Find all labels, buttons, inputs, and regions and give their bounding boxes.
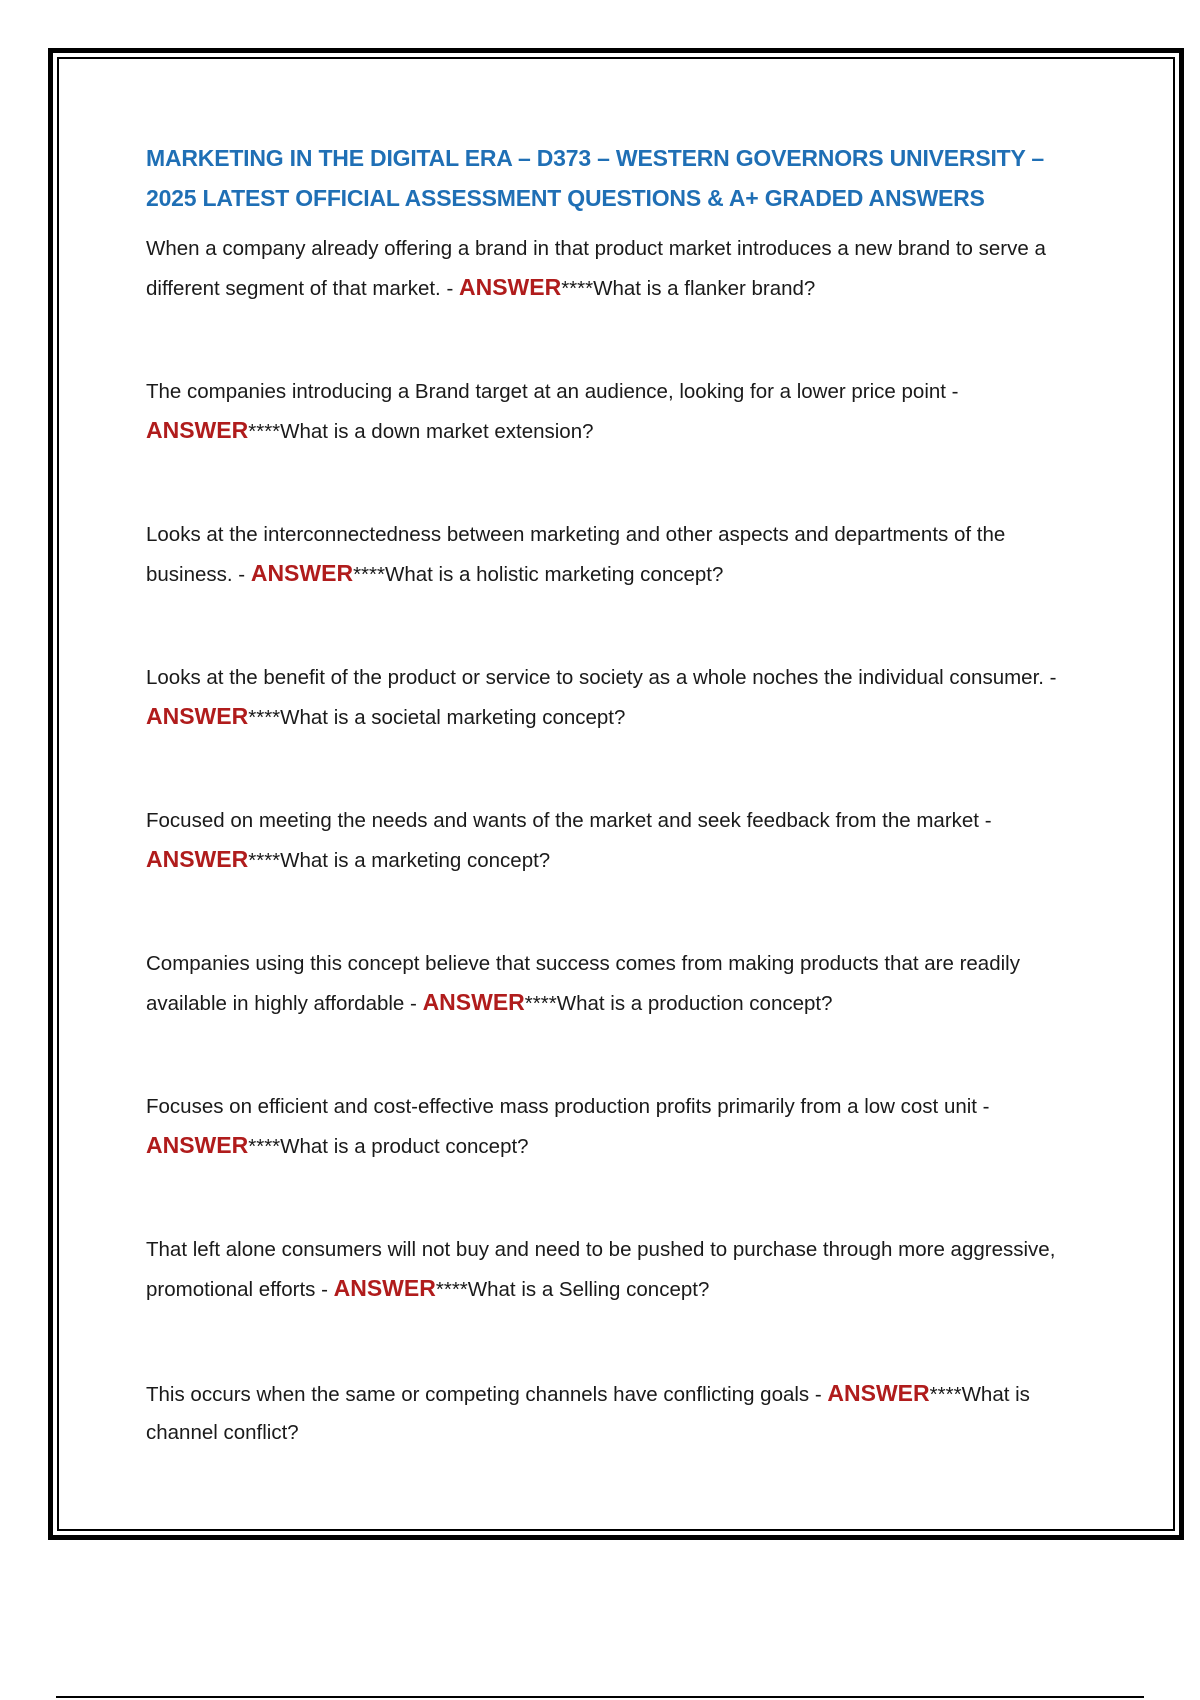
question-text: Focuses on efficient and cost-effective mass production profits primarily from a low cost unit - — [146, 1095, 990, 1118]
answer-label: ANSWER — [333, 1275, 436, 1301]
answer-text: What is a Selling concept? — [467, 1278, 710, 1301]
qa-item — [146, 945, 1096, 1023]
qa-item — [146, 1088, 1096, 1166]
question-text: Focused on meeting the needs and wants of the market and seek feedback from the market - — [146, 809, 992, 832]
document-title — [146, 138, 1096, 218]
qa-item — [146, 230, 1096, 308]
document-title-line1: MARKETING IN THE DIGITAL ERA – D373 – WESTERN GOVERNORS UNIVERSITY – — [146, 145, 1045, 171]
answer-label: ANSWER — [458, 274, 562, 300]
answer-text: What is a societal marketing concept? — [280, 706, 626, 729]
answer-label: ANSWER — [827, 1380, 930, 1406]
answer-separator: **** — [561, 277, 594, 300]
answer-label: ANSWER — [146, 703, 249, 729]
answer-text: What is a production concept? — [556, 992, 833, 1015]
answer-separator: **** — [248, 706, 281, 729]
answer-label: ANSWER — [146, 846, 249, 872]
question-text: Looks at the interconnectedness between marketing and other aspects and departments of the business. - — [146, 523, 1006, 586]
answer-separator: **** — [929, 1383, 962, 1406]
answer-separator: **** — [248, 1135, 281, 1158]
qa-item — [146, 802, 1096, 880]
document-content — [146, 138, 1096, 1452]
question-text: Companies using this concept believe that success comes from making products that are readily available in highly affordable - — [146, 952, 1020, 1015]
answer-separator: **** — [524, 992, 557, 1015]
answer-text: What is a holistic marketing concept? — [384, 563, 724, 586]
answer-label: ANSWER — [146, 1132, 249, 1158]
qa-list — [146, 230, 1096, 1452]
answer-separator: **** — [248, 420, 281, 443]
qa-item — [146, 1374, 1096, 1452]
question-text: The companies introducing a Brand target at an audience, looking for a lower price point - — [146, 380, 959, 403]
qa-item — [146, 373, 1096, 451]
answer-text: What is a product concept? — [280, 1135, 529, 1158]
answer-text: What is a flanker brand? — [593, 277, 816, 300]
question-text: When a company already offering a brand in that product market introduces a new brand to serve a different segment of that market. - — [146, 237, 1046, 300]
qa-item — [146, 1231, 1096, 1309]
answer-text: What is channel conflict? — [146, 1383, 1030, 1444]
footer-rule — [56, 1696, 1144, 1698]
answer-label: ANSWER — [146, 417, 249, 443]
answer-separator: **** — [435, 1278, 468, 1301]
question-text: That left alone consumers will not buy and need to be pushed to purchase through more aggressive, promotional efforts - — [146, 1238, 1056, 1301]
qa-item — [146, 516, 1096, 594]
question-text: Looks at the benefit of the product or service to society as a whole noches the individual consumer. - — [146, 666, 1057, 689]
answer-text: What is a down market extension? — [280, 420, 594, 443]
answer-separator: **** — [248, 849, 281, 872]
qa-item — [146, 659, 1096, 737]
answer-separator: **** — [353, 563, 385, 586]
answer-label: ANSWER — [250, 560, 354, 586]
answer-text: What is a marketing concept? — [280, 849, 551, 872]
document-title-line2: 2025 LATEST OFFICIAL ASSESSMENT QUESTIONS & A+ GRADED ANSWERS — [146, 185, 985, 211]
question-text: This occurs when the same or competing channels have conflicting goals - — [146, 1383, 828, 1406]
answer-label: ANSWER — [422, 989, 525, 1015]
